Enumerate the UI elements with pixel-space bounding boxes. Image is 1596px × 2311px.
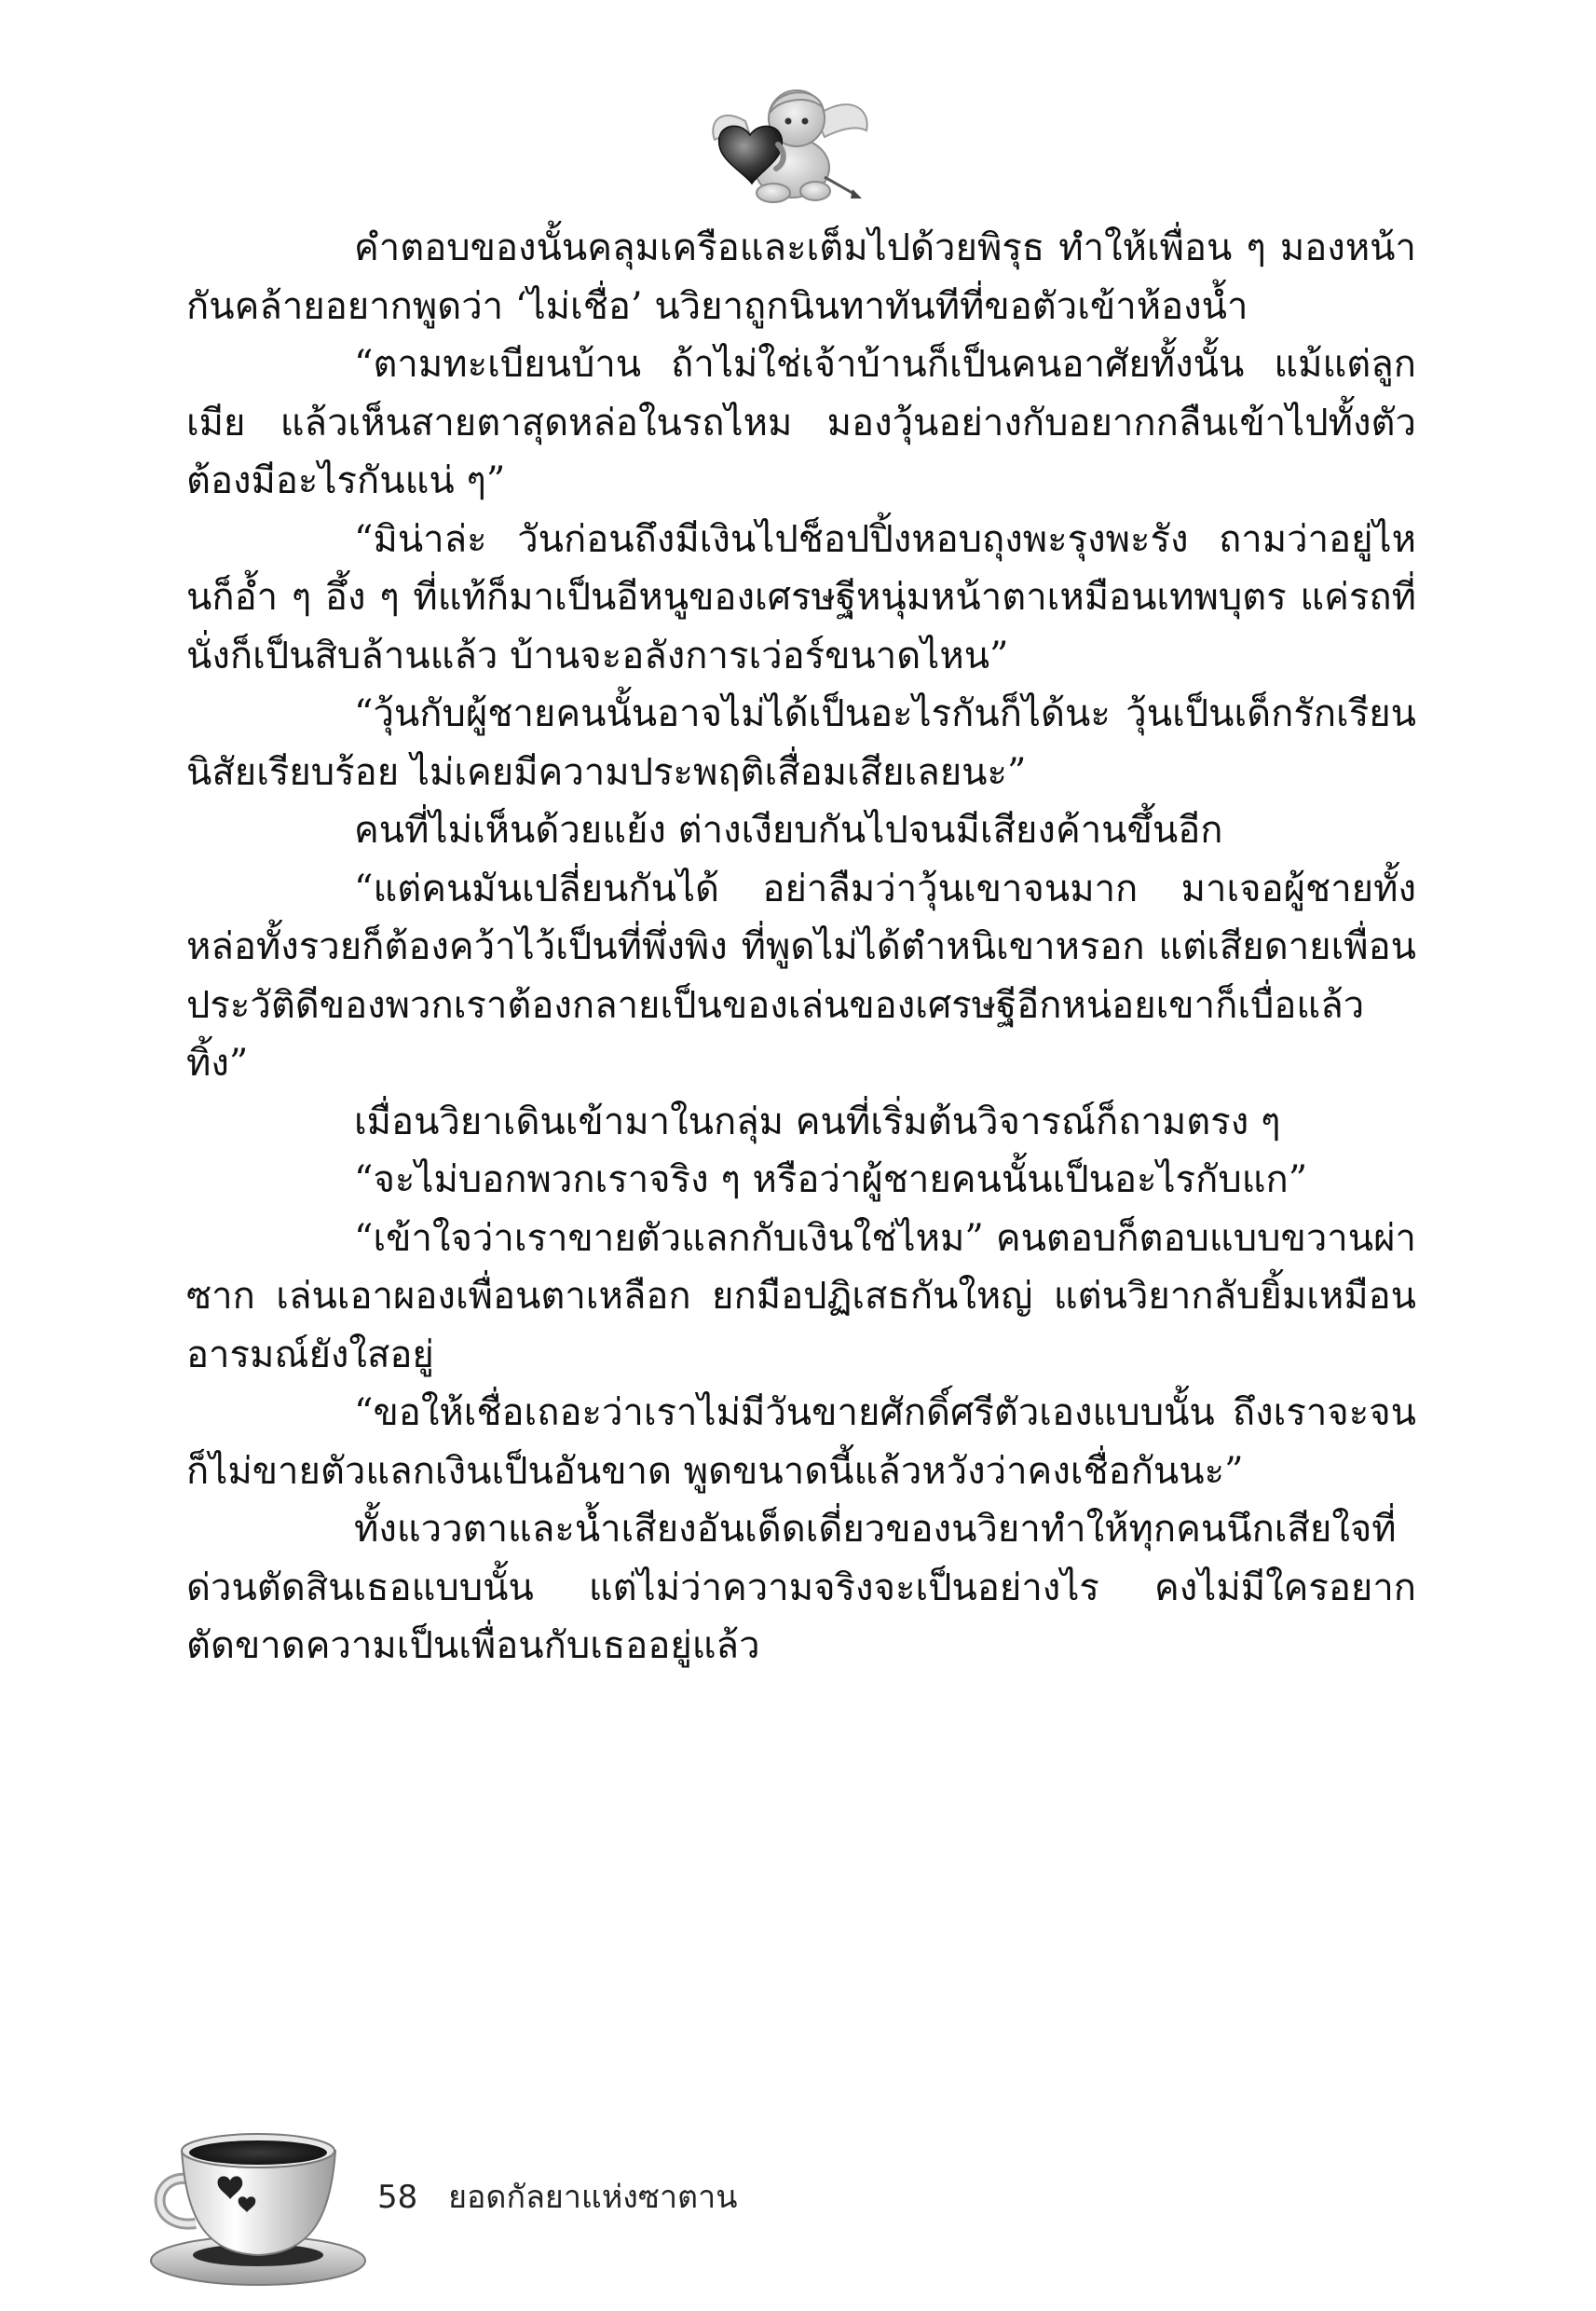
paragraph: “เข้าใจว่าเราขายตัวแลกกับเงินใช่ไหม” คนตอบก็ตอบแบบขวานผ่าซาก เล่นเอาผองเพื่อนตาเหลือก ยกมือปฏิเสธกันใหญ่ แต่นวิยากลับยิ้มเหมือนอารมณ์ยังใสอยู่ [186,1216,1416,1376]
coffee-cup-icon [144,2113,368,2290]
paragraph: “ตามทะเบียนบ้าน ถ้าไม่ใช่เจ้าบ้านก็เป็นคนอาศัยทั้งนั้น แม้แต่ลูกเมีย แล้วเห็นสายตาสุดหล่อในรถไหม มองวุ้นอย่างกับอยากกลืนเข้าไปทั้งตัว ต้องมีอะไรกันแน่ ๆ” [186,343,1416,502]
cupid-holding-heart-icon [694,79,880,210]
paragraph: “แต่คนมันเปลี่ยนกันได้ อย่าลืมว่าวุ้นเขาจนมาก มาเจอผู้ชายทั้งหล่อทั้งรวยก็ต้องคว้าไว้เป็นที่พึ่งพิง ที่พูดไม่ได้ตำหนิเขาหรอก แต่เสียดายเพื่อนประวัติดีของพวกเราต้องกลายเป็นของเล่นของเศรษฐีอีกหน่อยเขาก็เบื่อแล้วทิ้ง” [186,867,1416,1085]
paragraph: “ขอให้เชื่อเถอะว่าเราไม่มีวันขายศักดิ์ศรีตัวเองแบบนั้น ถึงเราจะจนก็ไม่ขายตัวแลกเงินเป็นอันขาด พูดขนาดนี้แล้วหวังว่าคงเชื่อกันนะ” [186,1391,1416,1493]
body-text [186,219,1416,1675]
paragraph: “วุ้นกับผู้ชายคนนั้นอาจไม่ได้เป็นอะไรกันก็ได้นะ วุ้นเป็นเด็กรักเรียน นิสัยเรียบร้อย ไม่เคยมีความประพฤติเสื่อมเสียเลยนะ” [186,692,1416,794]
paragraph: คนที่ไม่เห็นด้วยแย้ง ต่างเงียบกันไปจนมีเสียงค้านขึ้นอีก [354,809,1223,852]
paragraph: “มิน่าล่ะ วันก่อนถึงมีเงินไปช็อปปิ้งหอบถุงพะรุงพะรัง ถามว่าอยู่ไหนก็อ้ำ ๆ อึ้ง ๆ ที่แท้ก็มาเป็นอีหนูของเศรษฐีหนุ่มหน้าตาเหมือนเทพบุตร แค่รถที่นั่งก็เป็นสิบล้านแล้ว บ้านจะอลังการเว่อร์ขนาดไหน” [186,517,1416,677]
paragraph: ทั้งแววตาและน้ำเสียงอันเด็ดเดี่ยวของนวิยาทำให้ทุกคนนึกเสียใจที่ด่วนตัดสินเธอแบบนั้น แต่ไม่ว่าความจริงจะเป็นอย่างไร คงไม่มีใครอยากตัดขาดความเป็นเพื่อนกับเธออยู่แล้ว [186,1508,1416,1667]
page-footer [377,2171,737,2222]
paragraph: คำตอบของนั้นคลุมเครือและเต็มไปด้วยพิรุธ ทำให้เพื่อน ๆ มองหน้ากันคล้ายอยากพูดว่า ‘ไม่เชื่อ’ นวิยาถูกนินทาทันทีที่ขอตัวเข้าห้องน้ำ [186,226,1416,328]
book-title: ยอดกัลยาแห่งซาตาน [448,2179,738,2216]
paragraph: เมื่อนวิยาเดินเข้ามาในกลุ่ม คนที่เริ่มต้นวิจารณ์ก็ถามตรง ๆ [354,1100,1281,1143]
paragraph: “จะไม่บอกพวกเราจริง ๆ หรือว่าผู้ชายคนนั้นเป็นอะไรกับแก” [354,1158,1308,1201]
page-number: 58 [377,2179,418,2216]
